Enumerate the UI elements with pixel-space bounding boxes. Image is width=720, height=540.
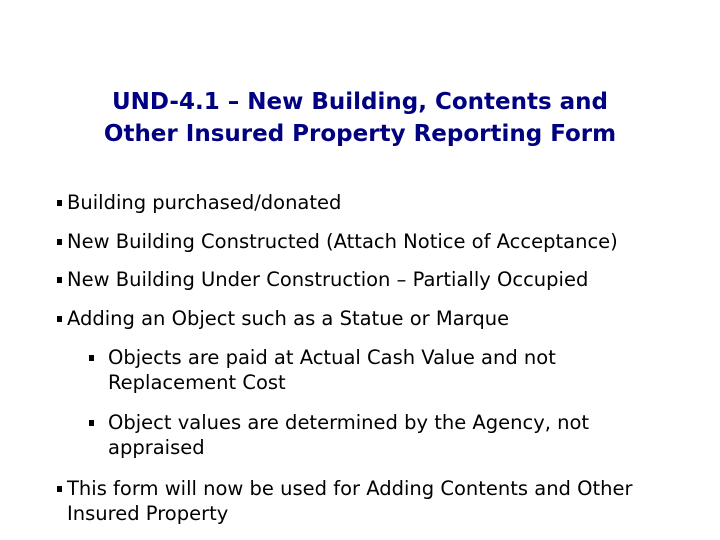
square-bullet-icon — [57, 277, 62, 283]
bullet-item — [67, 476, 707, 526]
bullet-text: Adding an Object such as a Statue or Marque — [67, 307, 510, 330]
sub-bullet-text: Objects are paid at Actual Cash Value and not Replacement Cost — [108, 346, 556, 394]
bullet-text: Building purchased/donated — [67, 191, 342, 214]
bullet-item — [67, 306, 697, 331]
bullet-item — [67, 229, 707, 254]
square-bullet-icon — [57, 200, 62, 206]
square-bullet-icon — [57, 316, 62, 322]
sub-bullet-text: Object values are determined by the Agency, not appraised — [108, 411, 590, 459]
bullet-item — [67, 267, 707, 292]
slide-title-line-1: UND-4.1 – New Building, Contents and — [111, 89, 609, 115]
bullet-item — [67, 190, 697, 215]
square-bullet-icon — [57, 239, 62, 245]
sub-bullet-item — [108, 410, 648, 460]
bullet-text: New Building Under Construction – Partially Occupied — [67, 268, 589, 291]
square-bullet-icon — [89, 355, 94, 361]
slide-title-line-2: Other Insured Property Reporting Form — [103, 121, 617, 147]
sub-bullet-item — [108, 345, 628, 395]
bullet-text: New Building Constructed (Attach Notice of Acceptance) — [67, 230, 618, 253]
square-bullet-icon — [57, 486, 62, 492]
square-bullet-icon — [89, 420, 94, 426]
bullet-text: This form will now be used for Adding Contents and Other Insured Property — [67, 477, 633, 525]
